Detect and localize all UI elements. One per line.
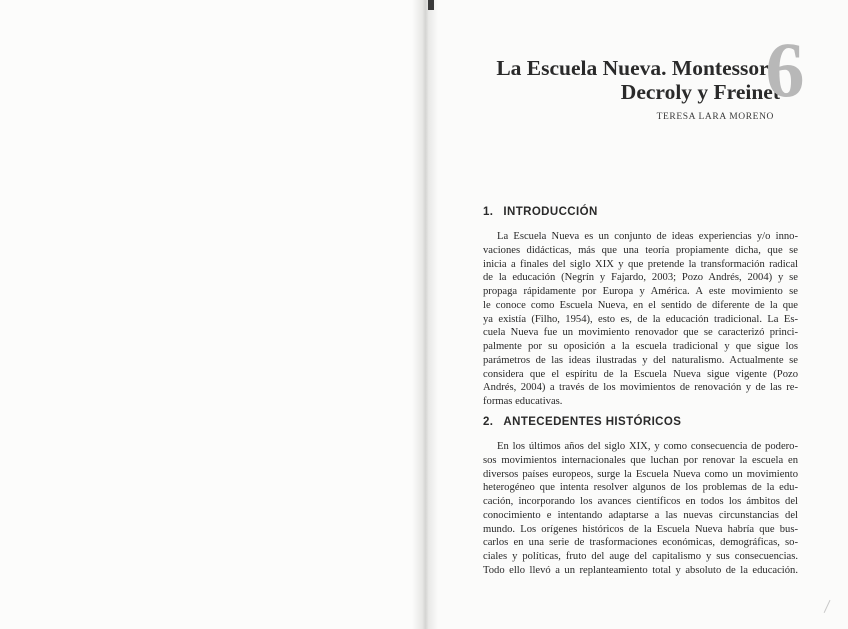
chapter-author: TERESA LARA MORENO: [656, 112, 774, 122]
chapter-title-line: La Escuela Nueva. Montessori,: [496, 56, 780, 80]
text-line: ciales y políticas, fruto del auge del capitalismo y sus consecuencias.: [483, 551, 798, 562]
chapter-title: [470, 56, 780, 104]
text-line: carlos en una serie de trasformaciones económicas, demográficas, so-: [483, 537, 798, 549]
text-line: diversos países europeos, surge la Escuela Nueva como un movimiento: [483, 468, 798, 480]
text-line: de la educación (Negrín y Fajardo, 2003; Pozo Andrés, 2004) y se: [483, 272, 798, 284]
text-line: formas educativas.: [483, 396, 563, 407]
text-line: le conoce como Escuela Nueva, en el sentido de diferente de la que: [483, 299, 798, 311]
text-line: inicia a finales del siglo XIX y que pretende la transformación radical: [483, 258, 798, 270]
chapter-title-line: Decroly y Freinet: [620, 80, 780, 104]
section-number: 2.: [483, 416, 494, 428]
text-line: heterogéneo que intenta resolver algunos de los problemas de la edu-: [483, 482, 798, 494]
section-number: 1.: [483, 206, 494, 218]
text-line: En los últimos años del siglo XIX, y como consecuencia de podero-: [497, 441, 798, 452]
chapter-number: 6: [765, 26, 805, 113]
text-line: parámetros de las ideas ilustradas y del naturalismo. Actualmente se: [483, 354, 798, 366]
text-line: vaciones didácticas, más que una teoría propiamente dicha, que se: [483, 244, 798, 256]
text-line: mundo. Los orígenes históricos de la Escuela Nueva habría que bus-: [483, 523, 798, 535]
text-line: La Escuela Nueva es un conjunto de ideas experiencias y/o inno-: [497, 231, 798, 242]
section-title: INTRODUCCIÓN: [503, 206, 598, 218]
text-line: Andrés, 2004) a través de los movimientos de renovación y de las re-: [483, 382, 798, 394]
text-line: conocimiento e intentando adaptarse a las nuevas circunstancias del: [483, 509, 798, 521]
text-line: palmente por su oposición a la escuela tradicional y que sigue los: [483, 341, 798, 352]
text-line: ya existía (Filho, 1954), esto es, de la educación tradicional. La Es-: [483, 313, 798, 325]
gutter-binding-mark: [428, 0, 434, 10]
text-line: considera que el espíritu de la Escuela Nueva sigue vigente (Pozo: [483, 368, 798, 380]
text-line: cación, incorporando los avances científicos en todos los ámbitos del: [483, 496, 798, 507]
section-title: ANTECEDENTES HISTÓRICOS: [503, 416, 682, 428]
left-page-blank: [0, 0, 420, 629]
section-heading-antecedentes: [483, 416, 681, 428]
text-line: sos movimientos internacionales que luchan por renovar la escuela en: [483, 454, 798, 466]
text-line: propaga rápidamente por Europa y América. A este movimiento se: [483, 286, 798, 297]
section-heading-introduccion: [483, 206, 598, 218]
text-line: cuela Nueva fue un movimiento renovador que se caracterizó princi-: [483, 327, 798, 339]
paragraph-introduccion: [483, 230, 798, 409]
paragraph-antecedentes: [483, 440, 798, 578]
book-gutter: [412, 0, 438, 629]
text-line: Todo ello llevó a un replanteamiento total y absoluto de la educación.: [483, 564, 798, 576]
